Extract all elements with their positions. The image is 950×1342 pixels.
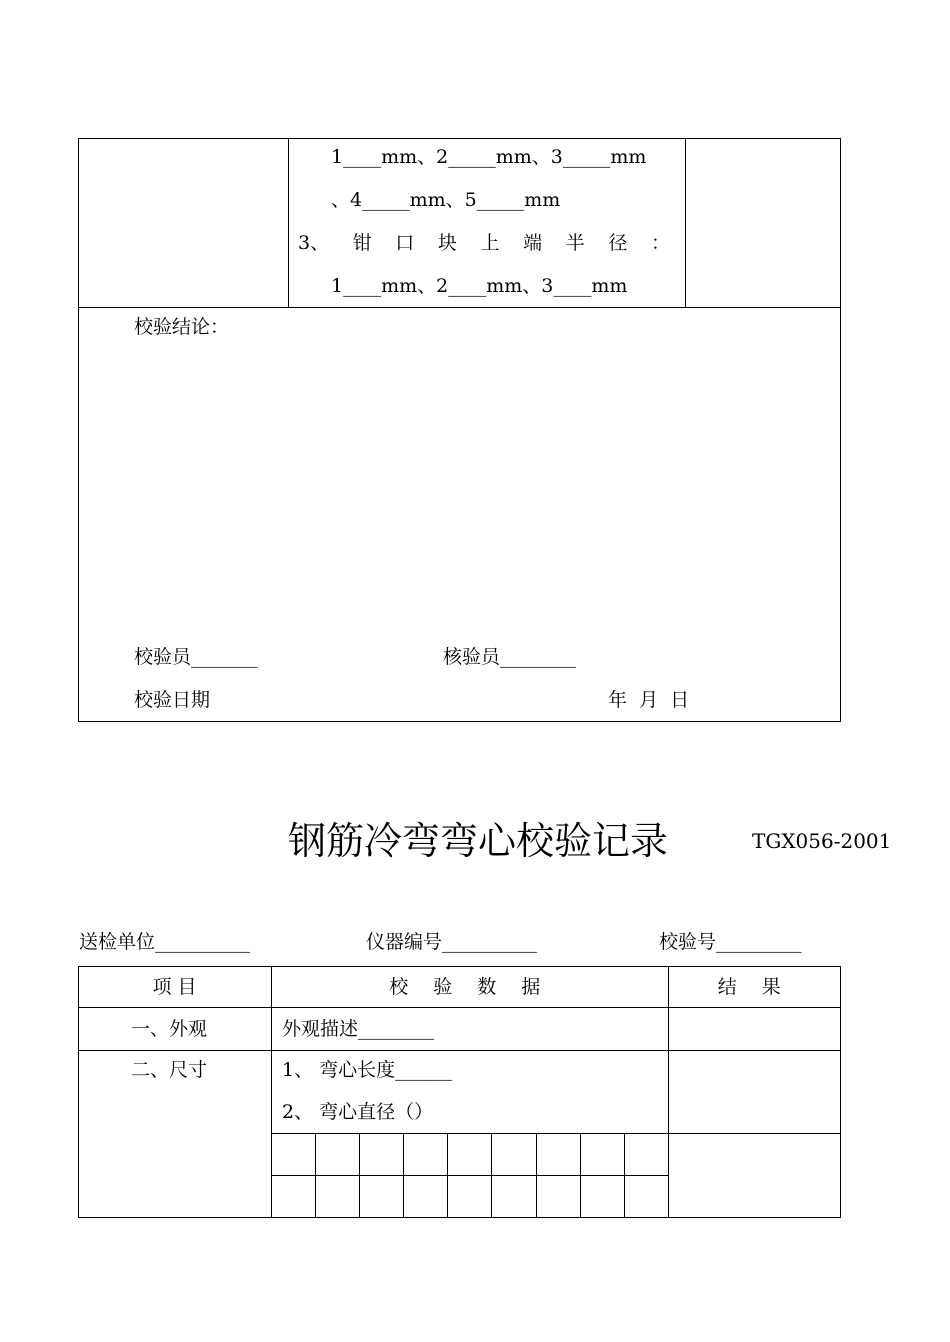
conclusion-label: 校验结论： (134, 316, 230, 338)
measure-line-3-char: 块 (437, 232, 457, 254)
table2-right-border (840, 966, 841, 1218)
table2-top-border (78, 966, 841, 967)
date-label: 校验日期 (134, 689, 211, 711)
header-result: 结 果 (717, 976, 791, 998)
measure-line-3-char: 上 (480, 232, 500, 254)
table2-subgrid-top (271, 1133, 841, 1134)
measure-line-3-char: 钳 (352, 232, 372, 254)
instrument-number-field: 仪器编号__________ (366, 931, 538, 953)
subgrid-divider (536, 1133, 537, 1217)
measure-line-2: 、4_____mm、5_____mm (331, 189, 561, 211)
mandrel-length: 1、 弯心长度______ (282, 1059, 453, 1081)
table2-left-border (78, 966, 79, 1218)
mandrel-diameter: 2、 弯心直径（） (282, 1101, 434, 1123)
measure-line-3-char: 半 (565, 232, 585, 254)
table2-row-divider (78, 1050, 841, 1051)
subgrid-divider (359, 1133, 360, 1217)
table1-col-divider-1 (288, 138, 289, 308)
table1-right-border (840, 138, 841, 722)
table1-bottom-border (78, 721, 841, 722)
appearance-description: 外观描述________ (282, 1018, 435, 1040)
subgrid-divider (447, 1133, 448, 1217)
subgrid-divider (315, 1133, 316, 1217)
measure-line-3-char: 3、 (298, 232, 330, 254)
form-code: TGX056-2001 (752, 829, 892, 853)
measure-line-3-char: 端 (523, 232, 543, 254)
table1-col-divider-2 (685, 138, 686, 308)
header-data: 校 验 数 据 (389, 976, 550, 998)
table1-left-border (78, 138, 79, 722)
header-item: 项 目 (152, 976, 197, 998)
table1-top-border (78, 138, 841, 139)
inspector-label: 校验员_______ (134, 646, 258, 668)
checker-label: 核验员________ (443, 646, 577, 668)
measure-line-3 (298, 228, 670, 255)
table2-col-divider-2 (668, 966, 669, 1218)
measure-line-4: 1____mm、2____mm、3____mm (331, 275, 628, 297)
subgrid-divider (624, 1133, 625, 1217)
measure-line-1: 1____mm、2_____mm、3_____mm (331, 146, 647, 168)
subgrid-divider (403, 1133, 404, 1217)
subgrid-divider (491, 1133, 492, 1217)
table2-col-divider-1 (271, 966, 272, 1218)
page-title: 钢筋冷弯弯心校验记录 (288, 819, 669, 863)
row-appearance-label: 一、外观 (131, 1018, 208, 1040)
subgrid-divider (580, 1133, 581, 1217)
measure-line-3-char: ： (650, 232, 670, 254)
measure-line-3-char: 口 (395, 232, 415, 254)
table2-subgrid-middle (271, 1175, 669, 1176)
check-number-field: 校验号_________ (659, 931, 802, 953)
table2-bottom-border (78, 1217, 841, 1218)
table1-row-divider (78, 307, 841, 308)
date-ymd: 年 月 日 (608, 689, 690, 711)
row-dimension-label: 二、尺寸 (131, 1059, 208, 1081)
submitting-unit-field: 送检单位__________ (79, 931, 251, 953)
measure-line-3-char: 径 (608, 232, 628, 254)
table2-header-divider (78, 1007, 841, 1008)
